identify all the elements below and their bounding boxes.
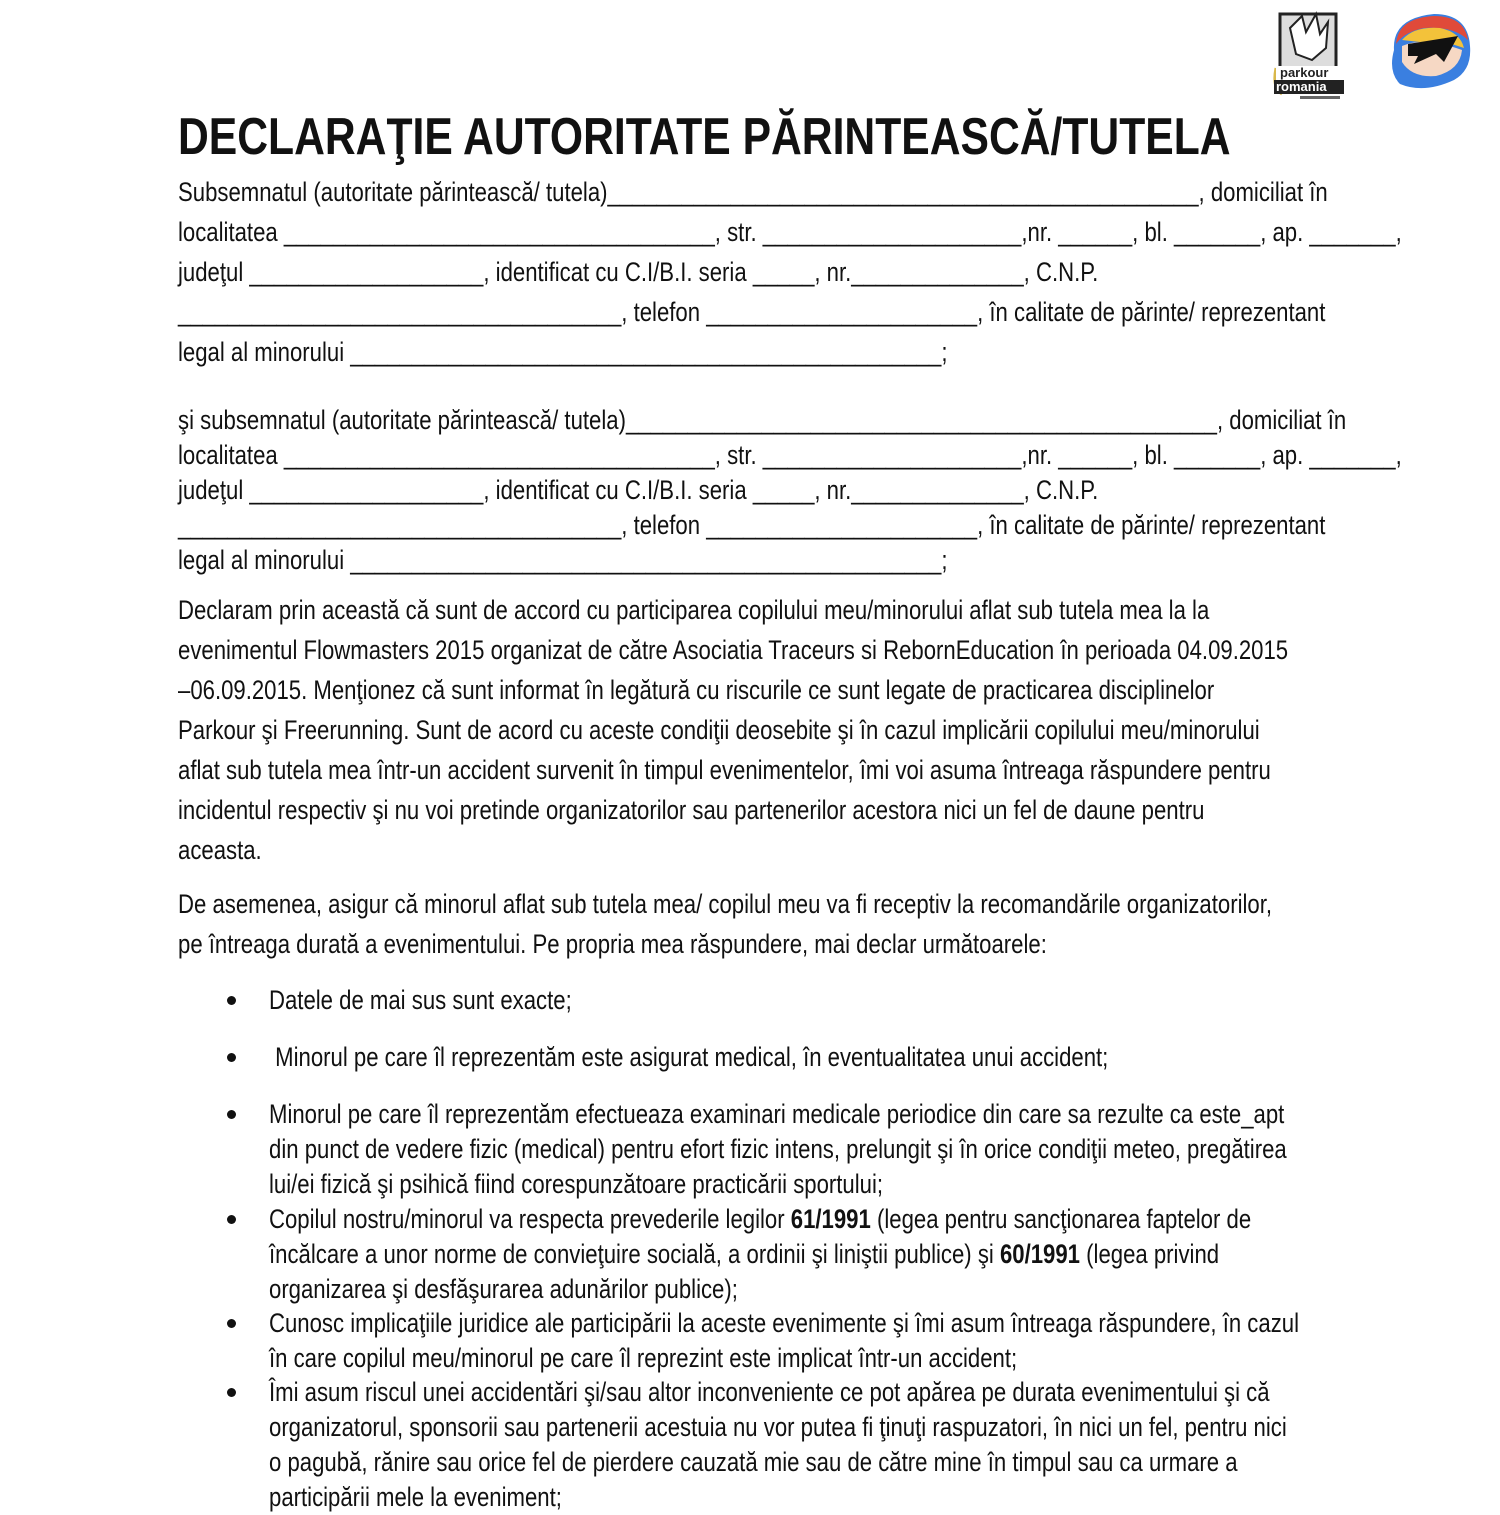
text-line-content: Declaram prin această că sunt de accord cu participarea copilului meu/minorului aflat sub tutela mea la la — [178, 595, 1210, 625]
text-line-content: judeţul ___________________, identificat cu C.I/B.I. seria _____, nr.______________, C.N.P. — [178, 257, 1099, 287]
text-line — [269, 1445, 1500, 1480]
text-line-content: localitatea ___________________________________, str. _____________________,nr. ______, bl. _______, ap. _______, — [178, 217, 1402, 247]
text-line-content: din punct de vedere fizic (medical) pentru efort fizic intens, prelungit şi în orice condiţii meteo, pregătirea — [269, 1134, 1287, 1164]
text-line-content: organizarea şi desfăşurarea adunărilor publice); — [269, 1274, 738, 1304]
text-line — [178, 332, 1500, 372]
bullet-item — [269, 1306, 1500, 1376]
text-line-content: Minorul pe care îl reprezentăm efectueaza examinari medicale periodice din care sa rezulte ca este_apt — [269, 1099, 1285, 1129]
text-line — [178, 630, 1500, 670]
text-line-content: incidentul respectiv şi nu voi pretinde organizatorilor sau partenerilor acestora nici un fel de daune pentru — [178, 795, 1205, 825]
text-line-content: Subsemnatul (autoritate părintească/ tutela)________________________________________________, domiciliat în — [178, 177, 1328, 207]
text-line — [269, 1341, 1500, 1376]
text-line-content: şi subsemnatul (autoritate părintească/ tutela)________________________________________________, domiciliat în — [178, 405, 1347, 435]
text-segment: (legea privind — [1080, 1239, 1220, 1269]
text-segment: încălcare a unor norme de convieţuire socială, a ordinii şi liniştii publice) şi — [269, 1239, 1000, 1269]
text-line — [269, 1375, 1500, 1410]
text-line — [178, 710, 1500, 750]
text-line — [178, 543, 1500, 578]
text-line — [178, 473, 1500, 508]
text-line-content — [269, 1237, 1219, 1272]
text-line-content — [269, 1202, 1251, 1237]
text-line-content: Minorul pe care îl reprezentăm este asigurat medical, în eventualitatea unui accident; — [269, 1042, 1109, 1072]
parkour-romania-logo — [1272, 8, 1348, 100]
text-line-content: Parkour şi Freerunning. Sunt de acord cu aceste condiţii deosebite şi în cazul implicării copilului meu/minorului — [178, 715, 1260, 745]
text-line — [178, 508, 1500, 543]
parent-form-1 — [178, 172, 1500, 372]
text-line — [269, 1480, 1500, 1515]
text-line — [269, 1132, 1500, 1167]
bullet-item — [269, 1040, 1293, 1075]
text-line-content: localitatea ___________________________________, str. _____________________,nr. ______, bl. _______, ap. _______, — [178, 440, 1402, 470]
text-segment: (legea pentru sancţionarea faptelor de — [870, 1204, 1252, 1234]
text-line — [178, 750, 1500, 790]
bullet-icon — [227, 996, 236, 1005]
text-line — [269, 1272, 1467, 1307]
text-line-content: pe întreaga durată a evenimentului. Pe propria mea răspundere, mai declar următoarele: — [178, 929, 1047, 959]
bullet-item — [269, 1097, 1500, 1202]
text-line-content: legal al minorului ________________________________________________; — [178, 545, 948, 575]
text-line — [178, 212, 1500, 252]
text-line-content: aflat sub tutela mea într-un accident survenit în timpul evenimentelor, îmi voi asuma întreaga răspundere pentru — [178, 755, 1271, 785]
text-line — [178, 830, 1500, 870]
text-line-content: lui/ei fizică şi psihică fiind corespunzătoare practicării sportului; — [269, 1169, 884, 1199]
text-line-content: organizatorul, sponsorii sau partenerii acestuia nu vor putea fi ţinuţi raspuzatori, în nici un fel, pentru nici — [269, 1412, 1287, 1442]
document-title: DECLARAŢIE AUTORITATE PĂRINTEASCĂ/TUTELA — [178, 108, 1231, 166]
text-line-content: în care copilul meu/minorul pe care îl reprezint este implicat într-un accident; — [269, 1343, 1018, 1373]
assurance-paragraph — [178, 884, 1500, 964]
text-line — [178, 884, 1500, 924]
text-line-content: –06.09.2015. Menţionez că sunt informat în legătură cu riscurile ce sunt legate de practicarea disciplinelor — [178, 675, 1215, 705]
svg-text:parkour: parkour — [1280, 65, 1329, 80]
text-line — [178, 172, 1500, 212]
text-line-content: Cunosc implicaţiile juridice ale participării la aceste evenimente şi îmi asum întreaga răspundere, în cazul — [269, 1308, 1299, 1338]
bold-law-number: 60/1991 — [999, 1239, 1081, 1269]
text-line — [269, 983, 638, 1018]
bold-law-number: 61/1991 — [790, 1204, 871, 1234]
bullet-item — [269, 983, 638, 1018]
reborn-education-logo — [1384, 10, 1474, 96]
text-line-content: participării mele la eveniment; — [269, 1482, 562, 1512]
parent-form-2 — [178, 403, 1500, 578]
text-line — [269, 1306, 1500, 1341]
text-line-content: evenimentul Flowmasters 2015 organizat de către Asociatia Traceurs si RebornEducation în perioada 04.09.2015 — [178, 635, 1289, 665]
bullet-icon — [227, 1388, 236, 1397]
text-line — [269, 1097, 1500, 1132]
text-line — [178, 670, 1500, 710]
bullet-item — [269, 1375, 1500, 1515]
text-line — [269, 1202, 1467, 1237]
text-line-content: judeţul ___________________, identificat cu C.I/B.I. seria _____, nr.______________, C.N.P. — [178, 475, 1099, 505]
text-line — [269, 1410, 1500, 1445]
text-line — [178, 790, 1500, 830]
text-line — [269, 1040, 1293, 1075]
text-line-content: o pagubă, rănire sau orice fel de pierdere cauzată mie sau de către mine în timpul sau ca urmare a — [269, 1447, 1238, 1477]
text-line-content: aceasta. — [178, 835, 262, 865]
text-line — [178, 438, 1500, 473]
bullet-icon — [227, 1215, 236, 1224]
declaration-paragraph — [178, 590, 1500, 870]
bullet-icon — [227, 1319, 236, 1328]
text-line-content: ____________________________________, telefon ______________________, în calitate de părinte/ reprezentant — [178, 510, 1326, 540]
text-line — [269, 1237, 1467, 1272]
text-line-content: De asemenea, asigur că minorul aflat sub tutela mea/ copilul meu va fi receptiv la recomandările organizatorilor, — [178, 889, 1273, 919]
text-line — [178, 403, 1500, 438]
text-line — [178, 590, 1500, 630]
text-line-content: Îmi asum riscul unei accidentări şi/sau altor inconveniente ce pot apărea pe durata evenimentului şi că — [269, 1377, 1270, 1407]
text-line-content: legal al minorului ________________________________________________; — [178, 337, 948, 367]
bullet-icon — [227, 1110, 236, 1119]
text-line — [269, 1167, 1500, 1202]
text-line-content: ____________________________________, telefon ______________________, în calitate de părinte/ reprezentant — [178, 297, 1326, 327]
text-segment: Copilul nostru/minorul va respecta prevederile legilor — [269, 1204, 791, 1234]
svg-text:romania: romania — [1276, 79, 1327, 94]
text-line — [178, 292, 1500, 332]
text-line — [178, 924, 1500, 964]
bullet-icon — [227, 1053, 236, 1062]
text-line — [178, 252, 1500, 292]
text-line-content: Datele de mai sus sunt exacte; — [269, 985, 572, 1015]
bullet-item — [269, 1202, 1467, 1307]
